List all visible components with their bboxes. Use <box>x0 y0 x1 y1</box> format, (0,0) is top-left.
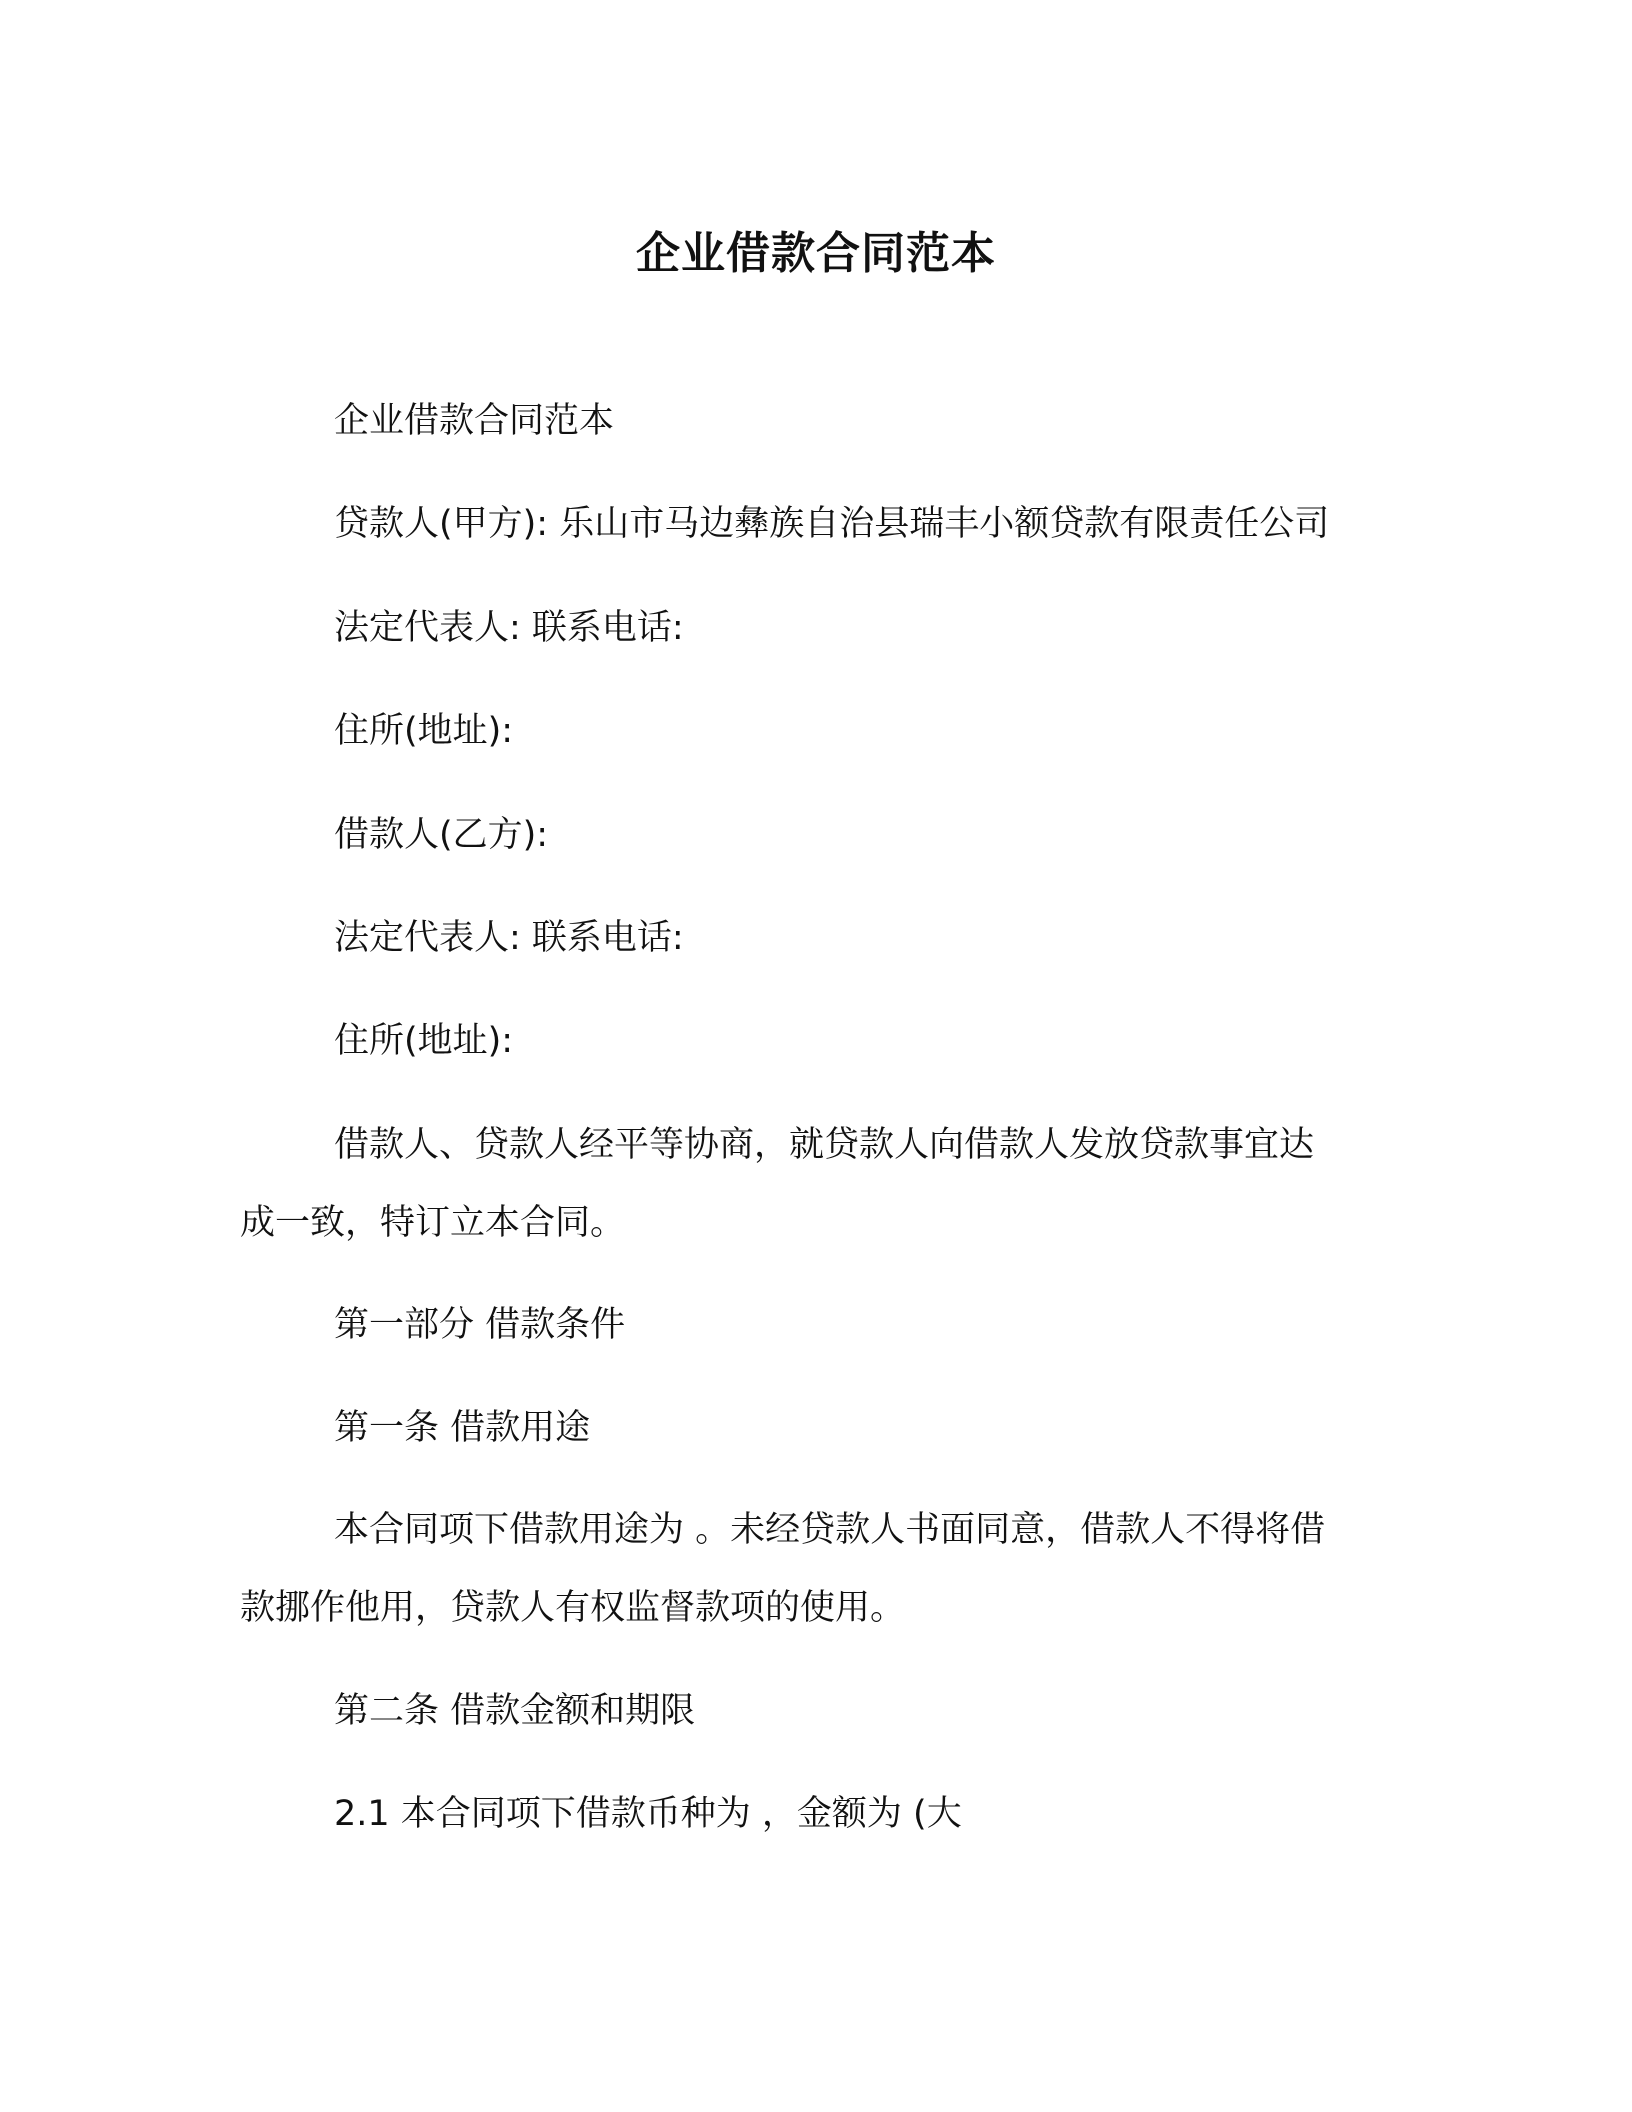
paragraph-lender-address: 住所(地址): <box>334 711 514 751</box>
article-heading-one: 第一条 借款用途 <box>334 1408 591 1448</box>
paragraph-borrower-rep: 法定代表人: 联系电话: <box>334 918 684 958</box>
document-title: 企业借款合同范本 <box>636 228 996 279</box>
paragraph-borrower-address: 住所(地址): <box>334 1021 514 1061</box>
article-heading-two: 第二条 借款金额和期限 <box>334 1691 696 1731</box>
paragraph-purpose-line1: 本合同项下借款用途为 。未经贷款人书面同意，借款人不得将借 <box>334 1510 1326 1550</box>
paragraph-purpose-line2: 款挪作他用，贷款人有权监督款项的使用。 <box>240 1588 906 1628</box>
paragraph-subtitle: 企业借款合同范本 <box>334 401 615 441</box>
paragraph-borrower: 借款人(乙方): <box>334 815 549 855</box>
paragraph-preamble-line1: 借款人、贷款人经平等协商，就贷款人向借款人发放贷款事宜达 <box>334 1125 1315 1165</box>
paragraph-clause-2-1: 2.1 本合同项下借款币种为 ，金额为 (大 <box>334 1794 962 1834</box>
paragraph-lender: 贷款人(甲方): 乐山市马边彝族自治县瑞丰小额贷款有限责任公司 <box>334 504 1330 544</box>
section-heading-part-one: 第一部分 借款条件 <box>334 1305 626 1345</box>
paragraph-preamble-line2: 成一致，特订立本合同。 <box>240 1203 626 1243</box>
paragraph-lender-rep: 法定代表人: 联系电话: <box>334 608 684 648</box>
